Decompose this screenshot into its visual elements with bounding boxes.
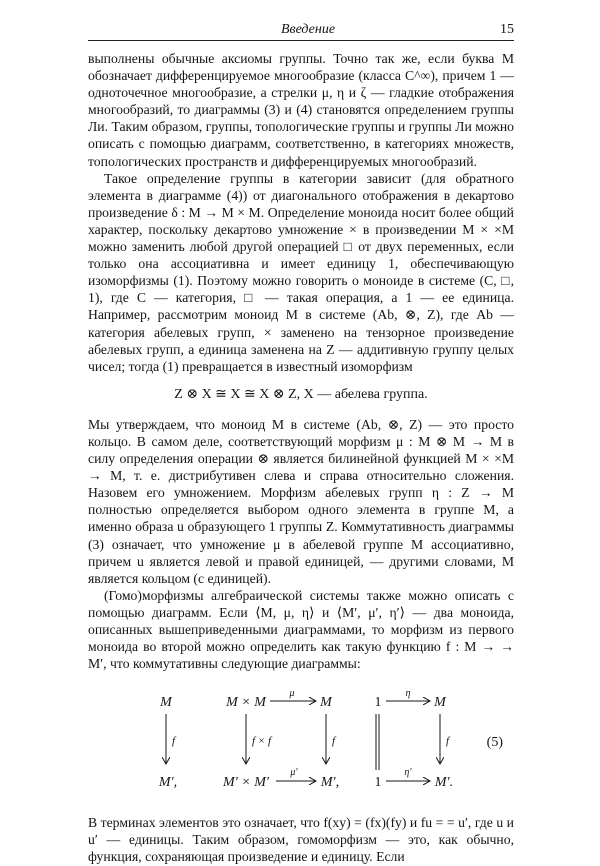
paragraph-2: Такое определение группы в категории зависит (для обратного элемента в диаграмме (4)) от диагонального отображения в декартово произведение δ : M → M × M. Определение моноида носит более общий характер, поскольку декартово умножение × в произведении M × ×M можно заменить любой другой операцией □ от двух переменных, если только она ассоциативна и имеет единицу 1, обеспечивающую изоморфизмы (1). Поэтому можно говорить о моноиде в системе (C, □, 1), где C — категория, □ — такая операция, а 1 — ее единица. Например, рассмотрим моноид M в системе (Ab, ⊗, Z), где Ab — категория абелевых групп, × заменено на тензорное произведение абелевых групп, а единица заменена на Z — аддитивную группу целых чисел; тогда (1) превращается в известный изоморфизм	[88, 170, 514, 374]
middle-bottom-left: M′ × M′	[223, 775, 269, 791]
left-top-label: M	[160, 695, 172, 711]
right-top-right: M	[434, 695, 446, 711]
middle-bottom-right: M′,	[320, 775, 340, 791]
commutative-diagrams	[88, 686, 514, 806]
running-header	[88, 22, 514, 41]
middle-left-arrow-label: f × f	[252, 735, 272, 748]
middle-top-left: M × M	[226, 695, 266, 711]
right-bottom-right: M′.	[434, 775, 454, 791]
running-title: Введение	[280, 22, 336, 37]
right-bottom-arrow-label: η′	[404, 767, 412, 779]
left-arrow-label: f	[172, 735, 176, 748]
body-text	[88, 50, 514, 866]
right-arrow-label: f	[446, 735, 450, 748]
paragraph-1: выполнены обычные аксиомы группы. Точно так же, если буква M обозначает дифференцируемое многообразие (класса C^∞), причем 1 — одноточечное многообразие, а стрелки μ, η и ζ — гладкие отображения многообразий, то диаграммы (3) и (4) становятся определением группы Ли. Таким образом, группы, топологические группы и группы Ли можно описать с помощью диаграмм, соответственно, в категориях множеств, топологических пространств и дифференцируемых многообразий.	[88, 51, 514, 169]
right-top-arrow-label: η	[405, 688, 411, 700]
left-bottom-label: M′,	[158, 775, 178, 791]
page-number: 15	[500, 22, 514, 37]
middle-bottom-arrow-label: μ′	[290, 767, 298, 779]
right-bottom-left: 1	[374, 775, 382, 791]
display-formula: Z ⊗ X ≅ X ≅ X ⊗ Z, X — абелева группа.	[174, 386, 428, 402]
middle-top-right: M	[320, 695, 332, 711]
middle-top-arrow-label: μ	[289, 688, 295, 700]
middle-right-arrow-label: f	[332, 735, 336, 748]
paragraph-4: (Гомо)морфизмы алгебраической системы также можно описать с помощью диаграмм. Если ⟨M, μ, η⟩ и ⟨M′, μ′, η′⟩ — два моноида, описанных вышеприведенными диаграммами, то морфизм из первого моноида во второй можно определить как такую функцию f : M → → M′, что коммутативны следующие диаграммы:	[88, 587, 514, 672]
equation-number: (5)	[486, 735, 503, 751]
diagram-svg	[88, 686, 514, 806]
paragraph-3: Мы утверждаем, что моноид M в системе (Ab, ⊗, Z) — это просто кольцо. В самом деле, соответствующий морфизм μ : M ⊗ M → M в силу определения операции ⊗ является билинейной функцией M × ×M → M, т. е. дистрибутивен слева и справа относительно сложения. Назовем его умножением. Морфизм абелевых групп η : Z → M полностью определяется выбором одного элемента в группе M, а именно образа u образующего 1 группы Z. Коммутативность диаграммы (3) означает, что умножение μ в абелевой группе M ассоциативно, причем u является левой и правой единицей, — другими словами, M является кольцом (с единицей).	[88, 416, 514, 586]
right-top-left: 1	[374, 695, 382, 711]
paragraph-5: В терминах элементов это означает, что f(xy) = (fx)(fy) и fu = = u′, где u и u′ — единицы. Таким образом, гомоморфизм — это, как обычно, функция, сохраняющая произведение и единицу. Если	[88, 815, 514, 865]
